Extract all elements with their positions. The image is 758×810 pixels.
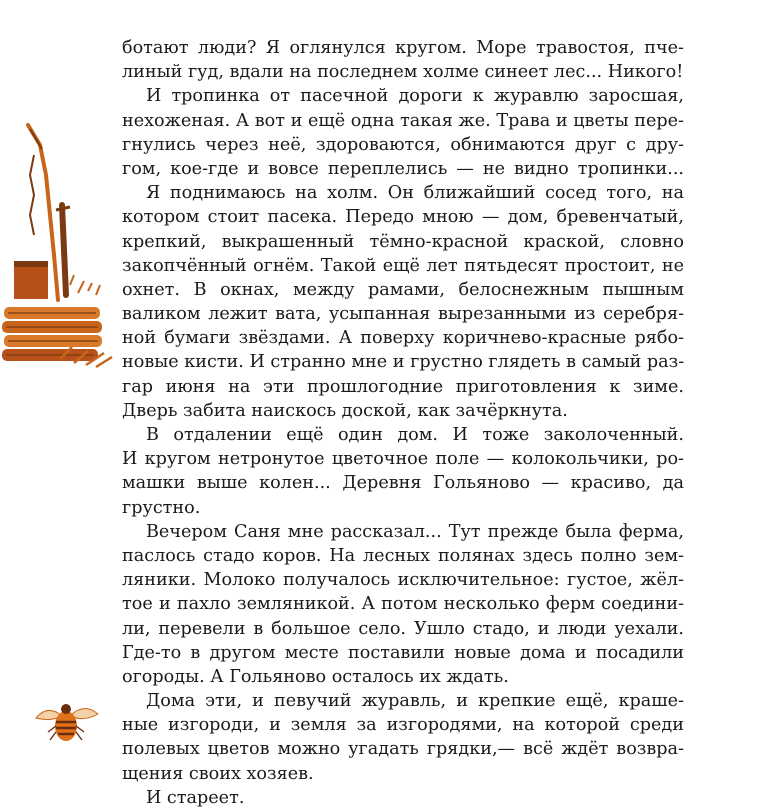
- text-line: гнулись через неё, здороваются, обнимаются друг с дру-: [122, 134, 684, 155]
- text-line: паслось стадо коров. На лесных полянах здесь полно зем-: [122, 545, 684, 566]
- text-line: ляники. Молоко получалось исключительное: густое, жёл-: [122, 570, 684, 591]
- text-line: Дверь забита наискось доской, как зачёркнута.: [122, 400, 568, 421]
- text-line: машки выше колен... Деревня Гольяново — красиво, да: [122, 473, 684, 494]
- text-line: охнет. В окнах, между рамами, белоснежным пышным: [122, 279, 684, 300]
- paragraph-start: Вечером Саня мне рассказал... Тут прежде была ферма,: [146, 521, 684, 542]
- main-text: [122, 36, 684, 810]
- text-line: закопчённый огнём. Такой ещё лет пятьдесят простоит, не: [122, 255, 684, 276]
- text-line: ные изгороди, и земля за изгородями, на которой среди: [122, 715, 684, 736]
- text-line: ной бумаги звёздами. А поверху коричнево-красные рябо-: [122, 328, 684, 349]
- text-line: валиком лежит вата, усыпанная вырезанными из серебря-: [122, 304, 684, 325]
- text-line: нехоженая. А вот и ещё одна такая же. Трава и цветы пере-: [122, 110, 684, 131]
- text-line: Где-то в другом месте поставили новые дома и посадили: [122, 642, 684, 663]
- well-sweep-illustration: [0, 115, 120, 375]
- paragraph-start: Я поднимаюсь на холм. Он ближайший сосед того, на: [146, 183, 684, 204]
- well-sweep-icon: [0, 115, 120, 375]
- text-line: щения своих хозяев.: [122, 763, 314, 784]
- bee-illustration: [26, 696, 102, 748]
- text-line: крепкий, выкрашенный тёмно-красной краской, словно: [122, 231, 684, 252]
- text-line: новые кисти. И странно мне и грустно глядеть в самый раз-: [122, 352, 685, 373]
- paragraph-start: И тропинка от пасечной дороги к журавлю заросшая,: [146, 86, 684, 107]
- text-line: тое и пахло земляникой. А потом несколько ферм соедини-: [122, 594, 684, 615]
- text-line: И кругом нетронутое цветочное поле — колокольчики, ро-: [122, 449, 684, 470]
- text-line: полевых цветов можно угадать грядки,— всё ждёт возвра-: [122, 739, 684, 760]
- text-line: котором стоит пасека. Передо мною — дом, бревенчатый,: [122, 207, 684, 228]
- bee-icon: [26, 696, 102, 748]
- text-line: грустно.: [122, 497, 201, 518]
- text-line: огороды. А Гольяново осталось их ждать.: [122, 666, 509, 687]
- text-line: ли, перевели в большое село. Ушло стадо, и люди уехали.: [122, 618, 684, 639]
- text-line: гом, кое-где и вовсе переплелись — не видно тропинки...: [122, 158, 684, 179]
- paragraph-start: И стареет.: [146, 787, 245, 808]
- text-line: ботают люди? Я оглянулся кругом. Море травостоя, пче-: [122, 38, 684, 58]
- paragraph-start: Дома эти, и певучий журавль, и крепкие ещё, краше-: [146, 691, 684, 712]
- text-line: линый гуд, вдали на последнем холме синеет лес... Никого!: [122, 62, 684, 83]
- paragraph-start: В отдалении ещё один дом. И тоже заколоченный.: [146, 425, 684, 445]
- text-line: гар июня на эти прошлогодние приготовления к зиме.: [122, 376, 684, 397]
